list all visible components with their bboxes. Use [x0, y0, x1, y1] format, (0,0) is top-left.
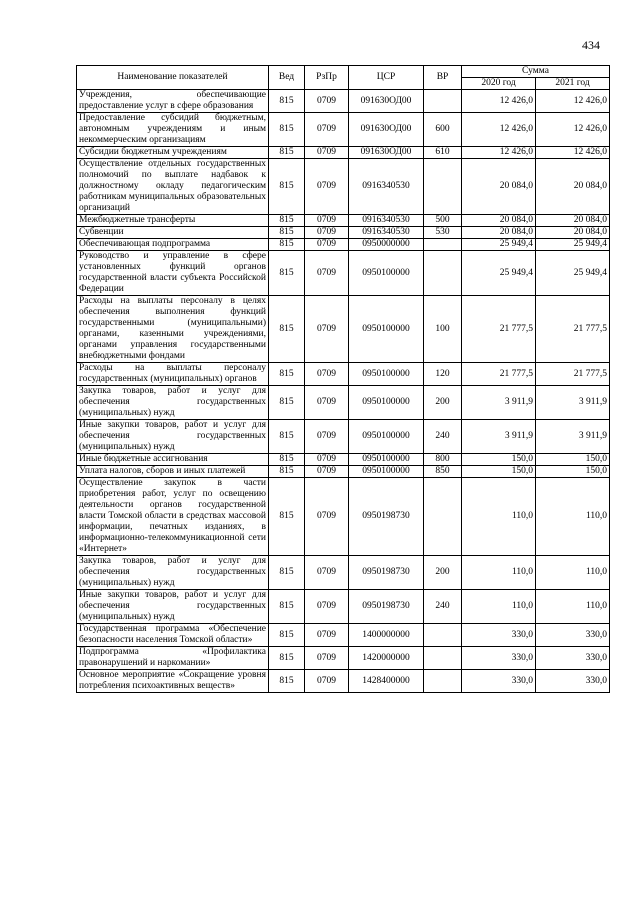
- cell-y2020: 21 777,5: [462, 296, 536, 363]
- cell-y2021: 110,0: [536, 556, 610, 590]
- cell-ved: 815: [269, 386, 305, 420]
- cell-ved: 815: [269, 90, 305, 113]
- cell-rzpr: 0709: [305, 227, 349, 239]
- header-name: Наименование показателей: [77, 66, 269, 90]
- cell-csr: 0916340530: [349, 227, 424, 239]
- cell-csr: 0950100000: [349, 363, 424, 386]
- cell-y2021: 150,0: [536, 466, 610, 478]
- table-row: [77, 466, 610, 478]
- cell-y2020: 110,0: [462, 556, 536, 590]
- table-row: [77, 90, 610, 113]
- cell-csr: 0950000000: [349, 239, 424, 251]
- cell-csr: 0950100000: [349, 466, 424, 478]
- cell-name: Руководство и управление в сфере установленных функций органов государственной власти субъекта Российской Федерации: [77, 251, 269, 296]
- cell-vr: 200: [424, 556, 462, 590]
- cell-y2021: 12 426,0: [536, 147, 610, 159]
- cell-vr: 240: [424, 420, 462, 454]
- header-csr: ЦСР: [349, 66, 424, 90]
- cell-y2020: 21 777,5: [462, 363, 536, 386]
- table-row: [77, 159, 610, 215]
- cell-csr: 0950198730: [349, 478, 424, 556]
- cell-rzpr: 0709: [305, 251, 349, 296]
- cell-vr: 600: [424, 113, 462, 147]
- cell-rzpr: 0709: [305, 90, 349, 113]
- cell-vr: 800: [424, 454, 462, 466]
- cell-vr: 610: [424, 147, 462, 159]
- table-row: [77, 215, 610, 227]
- header-row: [77, 66, 610, 78]
- cell-y2020: 12 426,0: [462, 147, 536, 159]
- cell-name: Субвенции: [77, 227, 269, 239]
- cell-y2021: 330,0: [536, 670, 610, 693]
- header-year-2020: 2020 год: [462, 78, 536, 90]
- cell-csr: 091630ОД00: [349, 113, 424, 147]
- cell-rzpr: 0709: [305, 215, 349, 227]
- cell-ved: 815: [269, 454, 305, 466]
- cell-csr: 1428400000: [349, 670, 424, 693]
- cell-name: Закупка товаров, работ и услуг для обеспечения государственных (муниципальных) нужд: [77, 386, 269, 420]
- cell-name: Осуществление закупок в части приобретения работ, услуг по освещению деятельности органов государственной власти Томской области в средствах массовой информации, печатных изданиях, в информационно-телекоммуникационной сети «Интернет»: [77, 478, 269, 556]
- cell-ved: 815: [269, 647, 305, 670]
- cell-ved: 815: [269, 159, 305, 215]
- cell-vr: 200: [424, 386, 462, 420]
- cell-rzpr: 0709: [305, 647, 349, 670]
- cell-y2020: 25 949,4: [462, 239, 536, 251]
- cell-csr: 1400000000: [349, 624, 424, 647]
- cell-csr: 0950100000: [349, 251, 424, 296]
- cell-csr: 0916340530: [349, 159, 424, 215]
- cell-ved: 815: [269, 556, 305, 590]
- cell-name: Учреждения, обеспечивающие предоставление услуг в сфере образования: [77, 90, 269, 113]
- cell-y2021: 12 426,0: [536, 90, 610, 113]
- cell-vr: [424, 647, 462, 670]
- cell-y2020: 110,0: [462, 478, 536, 556]
- table-row: [77, 386, 610, 420]
- cell-y2021: 12 426,0: [536, 113, 610, 147]
- cell-ved: 815: [269, 670, 305, 693]
- cell-y2021: 21 777,5: [536, 296, 610, 363]
- cell-vr: 530: [424, 227, 462, 239]
- cell-vr: 100: [424, 296, 462, 363]
- cell-y2021: 150,0: [536, 454, 610, 466]
- cell-ved: 815: [269, 251, 305, 296]
- cell-name: Осуществление отдельных государственных полномочий по выплате надбавок к должностному окладу педагогическим работникам муниципальных образовательных организаций: [77, 159, 269, 215]
- cell-csr: 0950100000: [349, 454, 424, 466]
- cell-vr: [424, 159, 462, 215]
- cell-y2020: 3 911,9: [462, 386, 536, 420]
- cell-y2020: 20 084,0: [462, 159, 536, 215]
- cell-rzpr: 0709: [305, 466, 349, 478]
- cell-rzpr: 0709: [305, 113, 349, 147]
- header-rzpr: РзПр: [305, 66, 349, 90]
- cell-rzpr: 0709: [305, 420, 349, 454]
- cell-csr: 1420000000: [349, 647, 424, 670]
- page-number: 434: [582, 38, 600, 52]
- cell-y2020: 12 426,0: [462, 90, 536, 113]
- cell-csr: 0950198730: [349, 590, 424, 624]
- header-year-2021: 2021 год: [536, 78, 610, 90]
- cell-name: Уплата налогов, сборов и иных платежей: [77, 466, 269, 478]
- cell-name: Иные закупки товаров, работ и услуг для обеспечения государственных (муниципальных) нужд: [77, 420, 269, 454]
- header-vr: ВР: [424, 66, 462, 90]
- cell-y2021: 20 084,0: [536, 227, 610, 239]
- cell-y2021: 20 084,0: [536, 215, 610, 227]
- cell-ved: 815: [269, 624, 305, 647]
- cell-y2020: 110,0: [462, 590, 536, 624]
- table-row: [77, 239, 610, 251]
- cell-name: Расходы на выплаты персоналу государственных (муниципальных) органов: [77, 363, 269, 386]
- cell-y2021: 3 911,9: [536, 420, 610, 454]
- cell-name: Государственная программа «Обеспечение безопасности населения Томской области»: [77, 624, 269, 647]
- cell-rzpr: 0709: [305, 454, 349, 466]
- cell-rzpr: 0709: [305, 478, 349, 556]
- cell-vr: 850: [424, 466, 462, 478]
- cell-name: Основное мероприятие «Сокращение уровня потребления психоактивных веществ»: [77, 670, 269, 693]
- cell-vr: [424, 90, 462, 113]
- table-row: [77, 363, 610, 386]
- cell-vr: [424, 670, 462, 693]
- cell-name: Предоставление субсидий бюджетным, автономным учреждениям и иным некоммерческим организациям: [77, 113, 269, 147]
- cell-name: Расходы на выплаты персоналу в целях обеспечения выполнения функций государственными (муниципальными) органами, казенными учреждениями, органами управления государственными внебюджетными фондами: [77, 296, 269, 363]
- cell-csr: 0916340530: [349, 215, 424, 227]
- cell-y2020: 150,0: [462, 454, 536, 466]
- budget-table: [76, 65, 610, 693]
- table-row: [77, 147, 610, 159]
- cell-y2020: 330,0: [462, 670, 536, 693]
- cell-y2021: 330,0: [536, 647, 610, 670]
- cell-rzpr: 0709: [305, 239, 349, 251]
- cell-y2021: 20 084,0: [536, 159, 610, 215]
- cell-y2020: 150,0: [462, 466, 536, 478]
- cell-vr: [424, 251, 462, 296]
- table-row: [77, 647, 610, 670]
- cell-rzpr: 0709: [305, 363, 349, 386]
- header-sum: Сумма: [462, 66, 610, 78]
- cell-y2021: 110,0: [536, 478, 610, 556]
- table-row: [77, 296, 610, 363]
- cell-vr: 240: [424, 590, 462, 624]
- cell-y2021: 330,0: [536, 624, 610, 647]
- cell-name: Иные бюджетные ассигнования: [77, 454, 269, 466]
- cell-ved: 815: [269, 478, 305, 556]
- cell-csr: 0950198730: [349, 556, 424, 590]
- cell-y2020: 3 911,9: [462, 420, 536, 454]
- cell-y2020: 330,0: [462, 647, 536, 670]
- table-row: [77, 251, 610, 296]
- cell-csr: 091630ОД00: [349, 90, 424, 113]
- cell-name: Иные закупки товаров, работ и услуг для обеспечения государственных (муниципальных) нужд: [77, 590, 269, 624]
- cell-y2020: 20 084,0: [462, 227, 536, 239]
- cell-ved: 815: [269, 363, 305, 386]
- table-row: [77, 113, 610, 147]
- cell-y2021: 25 949,4: [536, 239, 610, 251]
- cell-rzpr: 0709: [305, 624, 349, 647]
- cell-ved: 815: [269, 590, 305, 624]
- cell-ved: 815: [269, 466, 305, 478]
- table-row: [77, 478, 610, 556]
- table-row: [77, 624, 610, 647]
- cell-y2020: 20 084,0: [462, 215, 536, 227]
- table-row: [77, 556, 610, 590]
- cell-ved: 815: [269, 296, 305, 363]
- cell-name: Субсидии бюджетным учреждениям: [77, 147, 269, 159]
- cell-vr: [424, 239, 462, 251]
- cell-rzpr: 0709: [305, 159, 349, 215]
- cell-csr: 0950100000: [349, 420, 424, 454]
- cell-vr: 120: [424, 363, 462, 386]
- cell-csr: 091630ОД00: [349, 147, 424, 159]
- cell-name: Межбюджетные трансферты: [77, 215, 269, 227]
- cell-ved: 815: [269, 420, 305, 454]
- cell-y2021: 25 949,4: [536, 251, 610, 296]
- header-ved: Вед: [269, 66, 305, 90]
- cell-ved: 815: [269, 113, 305, 147]
- cell-ved: 815: [269, 215, 305, 227]
- cell-csr: 0950100000: [349, 386, 424, 420]
- cell-y2021: 110,0: [536, 590, 610, 624]
- cell-rzpr: 0709: [305, 670, 349, 693]
- cell-rzpr: 0709: [305, 296, 349, 363]
- cell-name: Обеспечивающая подпрограмма: [77, 239, 269, 251]
- cell-vr: 500: [424, 215, 462, 227]
- cell-vr: [424, 624, 462, 647]
- table-row: [77, 590, 610, 624]
- table-row: [77, 454, 610, 466]
- cell-rzpr: 0709: [305, 386, 349, 420]
- cell-y2020: 12 426,0: [462, 113, 536, 147]
- cell-ved: 815: [269, 147, 305, 159]
- cell-ved: 815: [269, 227, 305, 239]
- cell-rzpr: 0709: [305, 556, 349, 590]
- cell-y2020: 25 949,4: [462, 251, 536, 296]
- cell-csr: 0950100000: [349, 296, 424, 363]
- cell-y2021: 3 911,9: [536, 386, 610, 420]
- cell-rzpr: 0709: [305, 147, 349, 159]
- cell-y2021: 21 777,5: [536, 363, 610, 386]
- table-row: [77, 670, 610, 693]
- table-row: [77, 227, 610, 239]
- table-row: [77, 420, 610, 454]
- cell-vr: [424, 478, 462, 556]
- cell-rzpr: 0709: [305, 590, 349, 624]
- cell-name: Закупка товаров, работ и услуг для обеспечения государственных (муниципальных) нужд: [77, 556, 269, 590]
- cell-ved: 815: [269, 239, 305, 251]
- cell-y2020: 330,0: [462, 624, 536, 647]
- cell-name: Подпрограмма «Профилактика правонарушений и наркомании»: [77, 647, 269, 670]
